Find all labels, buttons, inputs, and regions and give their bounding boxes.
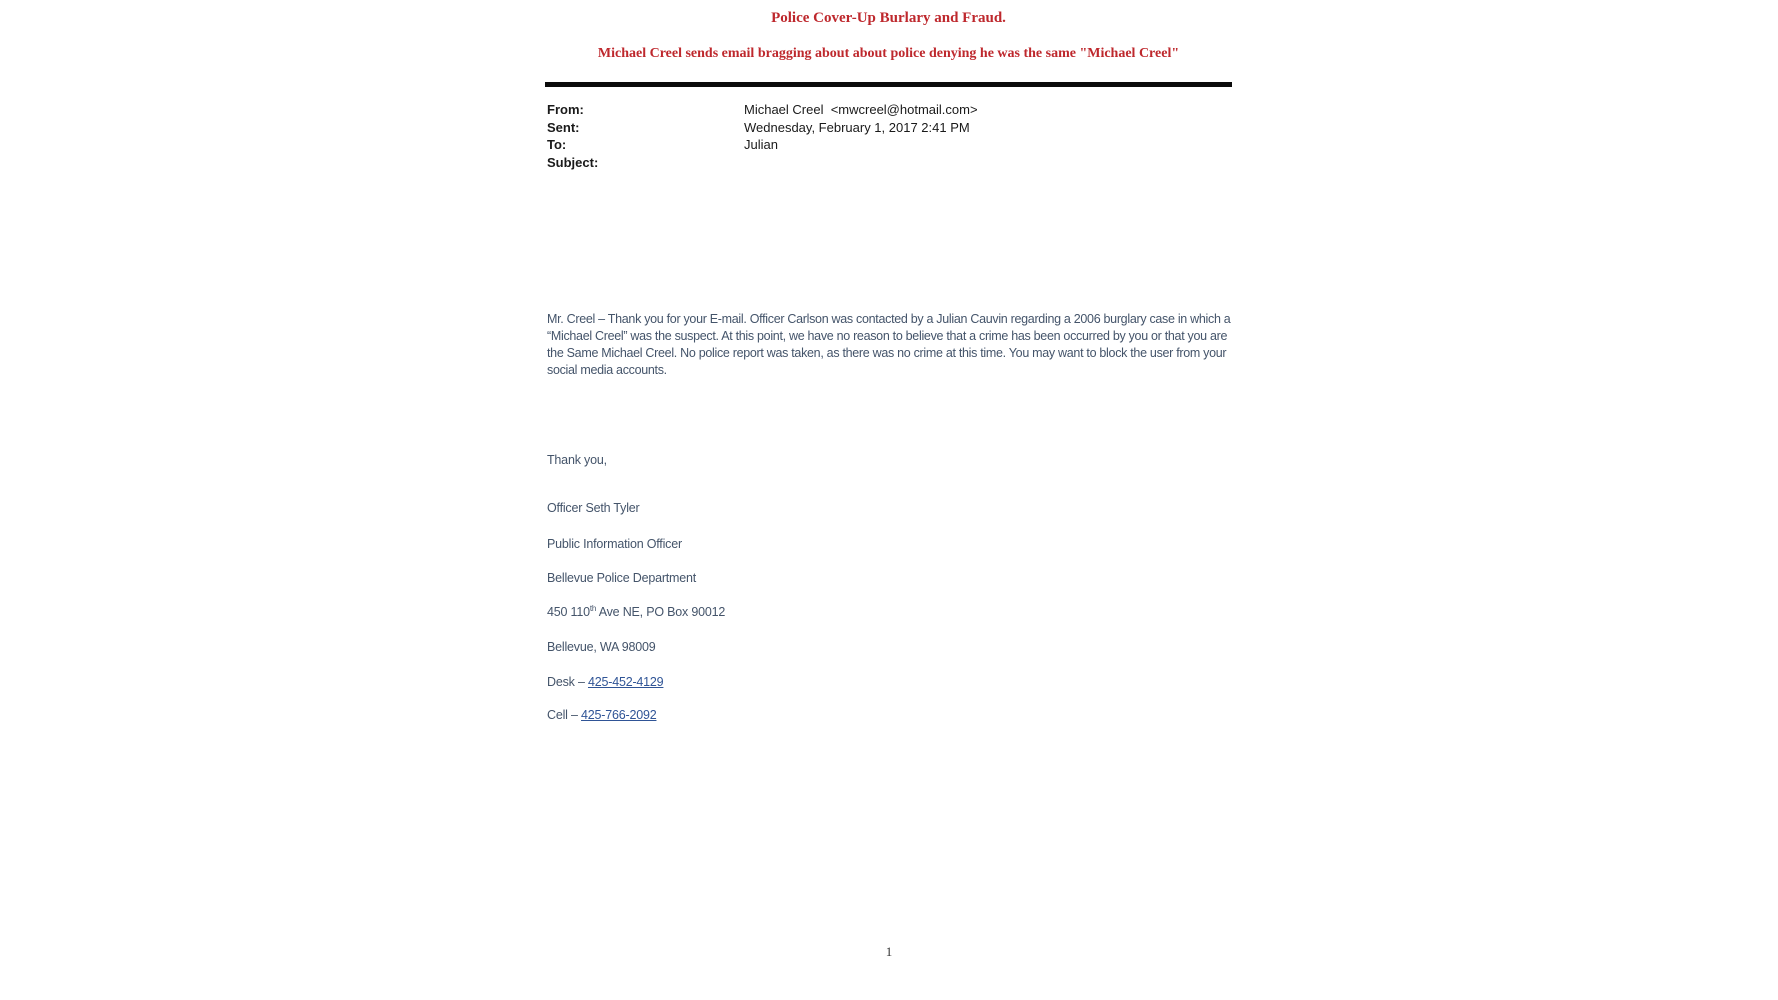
field-row-from [547, 101, 1234, 119]
field-row-subject [547, 154, 1234, 172]
to-label: To: [547, 137, 567, 152]
email-body-paragraph: Mr. Creel – Thank you for your E-mail. Officer Carlson was contacted by a Julian Cauvin regarding a 2006 burglary case in which a “Michael Creel” was the suspect. At this point, we have no reason to believe that a crime has been occurred by you or that you are the Same Michael Creel. No police report was taken, as there was no crime at this time. You may want to block the user from your social media accounts. [547, 312, 1231, 377]
field-row-sent [547, 119, 1234, 137]
desk-label: Desk – [547, 675, 588, 689]
signature-address [547, 604, 725, 620]
sent-value: Wednesday, February 1, 2017 2:41 PM [744, 119, 970, 135]
content-column [545, 0, 1232, 1000]
to-value: Julian [744, 137, 778, 152]
cell-phone-line [547, 707, 656, 723]
signature-city: Bellevue, WA 98009 [547, 640, 656, 654]
address-ordinal: th [589, 603, 597, 613]
page-number: 1 [885, 944, 893, 959]
desk-phone-link[interactable]: 425-452-4129 [587, 675, 664, 689]
sent-label: Sent: [547, 119, 580, 135]
signature-name: Officer Seth Tyler [547, 501, 640, 515]
page-subtitle: Michael Creel sends email bragging about about police denying he was the same "Michael Creel" [597, 46, 1180, 61]
signature-title: Public Information Officer [547, 537, 682, 551]
email-header [547, 101, 1234, 171]
address-suffix: Ave NE, PO Box 90012 [596, 605, 726, 619]
subject-label: Subject: [547, 154, 599, 170]
desk-phone-line [547, 674, 663, 690]
address-prefix: 450 110 [547, 605, 590, 619]
field-row-to [547, 136, 1234, 154]
page-title: Police Cover-Up Burlary and Fraud. [771, 10, 1006, 26]
signature-department: Bellevue Police Department [547, 571, 697, 585]
from-value: Michael Creel <mwcreel@hotmail.com> [744, 102, 978, 117]
cell-phone-link[interactable]: 425-766-2092 [581, 708, 657, 722]
header-divider-rule [545, 82, 1232, 87]
closing-text: Thank you, [547, 453, 607, 467]
cell-label: Cell – [547, 708, 582, 722]
from-label: From: [547, 102, 584, 117]
